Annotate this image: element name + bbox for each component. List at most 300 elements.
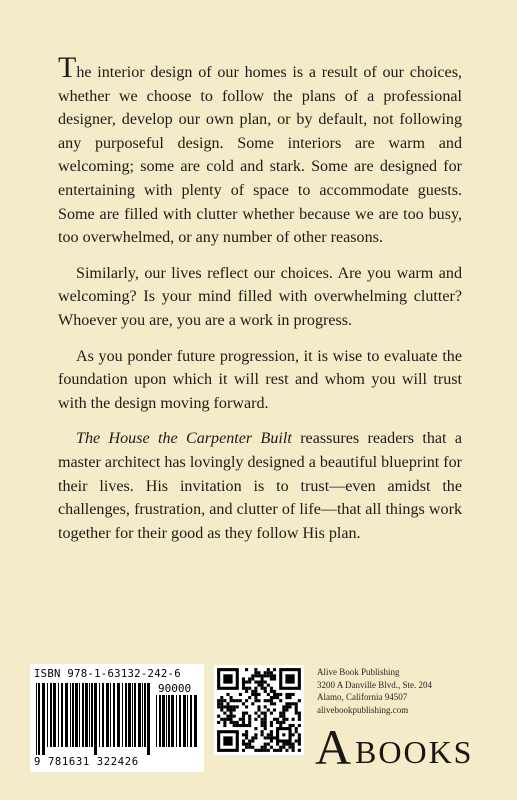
barcode-bar bbox=[122, 683, 123, 747]
qr-module bbox=[254, 699, 257, 702]
qr-module bbox=[288, 705, 291, 708]
qr-module bbox=[220, 718, 223, 721]
qr-module bbox=[230, 715, 233, 718]
blurb-paragraph-1-text: he interior design of our homes is a result of our choices, whether we choose to follow the plans of a professional designer, develop our own plan, or by default, not following any purposeful design. Some interiors are warm and welcoming; some are cold and stark. Some are designed for entertaining with plenty of space to accommodate guests. Some are filled with clutter whether because we are too busy, too overwhelmed, or any number of other reasons. bbox=[58, 64, 462, 247]
qr-module bbox=[220, 708, 223, 711]
qr-module bbox=[254, 712, 257, 715]
barcode-bar bbox=[70, 683, 71, 747]
qr-module bbox=[236, 705, 239, 708]
qr-module bbox=[242, 721, 245, 724]
qr-module bbox=[288, 746, 291, 749]
qr-module bbox=[264, 721, 267, 724]
qr-module bbox=[267, 693, 270, 696]
barcode-bar bbox=[168, 695, 170, 747]
qr-module bbox=[285, 718, 288, 721]
blurb-paragraph-4-text: reassures readers that a master architect has lovingly designed a beautiful blueprint for their lives. His invitation is to trust—even amidst the challenges, frustration, and clutter of life—that all things work together for their good as they follow His plan. bbox=[58, 430, 463, 542]
barcode-bar bbox=[171, 695, 174, 747]
qr-module bbox=[220, 696, 223, 699]
qr-module bbox=[276, 721, 279, 724]
blurb-paragraph-4 bbox=[58, 427, 462, 545]
qr-module bbox=[261, 681, 264, 684]
qr-module bbox=[223, 699, 226, 702]
qr-module bbox=[285, 743, 288, 746]
qr-module bbox=[295, 702, 298, 705]
drop-cap: T bbox=[58, 51, 77, 84]
qr-module bbox=[292, 718, 295, 721]
qr-module bbox=[279, 715, 282, 718]
blurb-paragraph-1 bbox=[58, 51, 462, 250]
qr-module bbox=[226, 715, 229, 718]
qr-module bbox=[242, 718, 245, 721]
qr-module bbox=[295, 727, 298, 730]
barcode-bar bbox=[82, 683, 84, 747]
barcode-bar bbox=[113, 683, 115, 747]
qr-module bbox=[261, 749, 264, 752]
qr-module bbox=[292, 743, 295, 746]
qr-module bbox=[270, 699, 273, 702]
qr-module bbox=[254, 690, 257, 693]
qr-module bbox=[242, 724, 245, 727]
qr-module bbox=[245, 681, 248, 684]
qr-module bbox=[251, 739, 254, 742]
qr-module bbox=[273, 677, 276, 680]
qr-module bbox=[248, 739, 251, 742]
qr-module bbox=[254, 749, 257, 752]
barcode-bar bbox=[194, 695, 197, 747]
isbn-label: ISBN 978-1-63132-242-6 bbox=[34, 668, 181, 680]
qr-module bbox=[285, 702, 288, 705]
qr-module bbox=[264, 715, 267, 718]
qr-module bbox=[226, 705, 229, 708]
qr-module bbox=[254, 674, 257, 677]
qr-module bbox=[223, 718, 226, 721]
barcode-bar bbox=[179, 695, 181, 747]
price-code: 90000 bbox=[158, 682, 192, 695]
qr-module bbox=[248, 687, 251, 690]
qr-module bbox=[248, 718, 251, 721]
barcode-bar bbox=[85, 683, 88, 747]
qr-module bbox=[298, 736, 301, 739]
qr-module bbox=[233, 705, 236, 708]
qr-module bbox=[257, 705, 260, 708]
qr-module bbox=[267, 736, 270, 739]
publisher-logo bbox=[315, 719, 505, 775]
qr-module bbox=[282, 718, 285, 721]
barcode-bar bbox=[61, 683, 63, 747]
qr-module bbox=[257, 699, 260, 702]
qr-module bbox=[279, 749, 282, 752]
qr-module bbox=[292, 693, 295, 696]
qr-module bbox=[276, 693, 279, 696]
qr-module bbox=[242, 702, 245, 705]
qr-module bbox=[295, 712, 298, 715]
barcode-bar bbox=[187, 695, 188, 747]
qr-module bbox=[273, 693, 276, 696]
qr-module bbox=[239, 718, 242, 721]
publisher-name: Alive Book Publishing bbox=[317, 667, 400, 677]
qr-module bbox=[261, 730, 264, 733]
qr-module bbox=[270, 696, 273, 699]
qr-module bbox=[261, 721, 264, 724]
barcode-bar bbox=[166, 695, 167, 747]
qr-module bbox=[267, 699, 270, 702]
barcode-bar bbox=[110, 683, 111, 747]
qr-module bbox=[279, 712, 282, 715]
qr-module bbox=[288, 696, 291, 699]
qr-module bbox=[264, 699, 267, 702]
qr-module bbox=[285, 693, 288, 696]
qr-module bbox=[295, 739, 298, 742]
qr-code bbox=[214, 665, 304, 755]
qr-module bbox=[279, 721, 282, 724]
qr-module bbox=[264, 674, 267, 677]
qr-module bbox=[282, 705, 285, 708]
qr-module bbox=[295, 705, 298, 708]
qr-module bbox=[220, 702, 223, 705]
qr-module bbox=[279, 699, 282, 702]
qr-module bbox=[264, 743, 267, 746]
qr-module bbox=[267, 749, 270, 752]
isbn-barcode bbox=[30, 664, 204, 772]
qr-module bbox=[273, 708, 276, 711]
cover-blurb bbox=[58, 51, 463, 557]
barcode-bar bbox=[79, 683, 80, 747]
barcode-bar bbox=[125, 683, 127, 747]
qr-module bbox=[242, 715, 245, 718]
qr-module bbox=[251, 674, 254, 677]
qr-module bbox=[292, 746, 295, 749]
qr-module bbox=[245, 690, 248, 693]
qr-module bbox=[298, 724, 301, 727]
qr-module bbox=[248, 677, 251, 680]
qr-module bbox=[261, 733, 264, 736]
qr-module bbox=[245, 687, 248, 690]
publisher-website: alivebookpublishing.com bbox=[317, 704, 409, 715]
qr-module bbox=[276, 696, 279, 699]
qr-module bbox=[264, 746, 267, 749]
qr-module bbox=[217, 721, 220, 724]
barcode-bars bbox=[36, 683, 152, 755]
qr-module bbox=[257, 674, 260, 677]
qr-module bbox=[270, 687, 273, 690]
publisher-info bbox=[317, 666, 432, 716]
qr-module bbox=[257, 671, 260, 674]
qr-module bbox=[217, 705, 220, 708]
qr-module bbox=[248, 743, 251, 746]
barcode-bar bbox=[72, 683, 74, 747]
barcode-bar bbox=[58, 683, 59, 747]
qr-module bbox=[270, 690, 273, 693]
qr-module bbox=[270, 730, 273, 733]
barcode-bar bbox=[47, 683, 48, 747]
qr-module bbox=[257, 708, 260, 711]
qr-module bbox=[257, 684, 260, 687]
qr-module bbox=[282, 712, 285, 715]
qr-module bbox=[292, 733, 295, 736]
qr-module bbox=[233, 724, 236, 727]
qr-module bbox=[295, 730, 298, 733]
qr-module bbox=[233, 708, 236, 711]
qr-module bbox=[267, 674, 270, 677]
qr-module bbox=[226, 693, 229, 696]
qr-module bbox=[270, 677, 273, 680]
qr-module bbox=[239, 699, 242, 702]
barcode-bar bbox=[99, 683, 100, 747]
qr-module bbox=[261, 674, 264, 677]
qr-module bbox=[251, 693, 254, 696]
qr-module bbox=[264, 705, 267, 708]
qr-module bbox=[267, 708, 270, 711]
barcode-bar bbox=[53, 683, 56, 747]
qr-module bbox=[220, 699, 223, 702]
qr-module bbox=[251, 736, 254, 739]
qr-module bbox=[230, 699, 233, 702]
qr-module bbox=[270, 746, 273, 749]
barcode-bar bbox=[65, 683, 68, 747]
qr-module bbox=[217, 702, 220, 705]
barcode-bar bbox=[38, 683, 40, 755]
qr-module bbox=[245, 699, 248, 702]
qr-module bbox=[288, 693, 291, 696]
qr-module bbox=[292, 702, 295, 705]
qr-module bbox=[254, 727, 257, 730]
barcode-bar bbox=[144, 683, 146, 747]
qr-module bbox=[264, 727, 267, 730]
qr-module bbox=[242, 749, 245, 752]
qr-module bbox=[282, 746, 285, 749]
qr-module bbox=[242, 684, 245, 687]
qr-module bbox=[273, 702, 276, 705]
qr-module bbox=[245, 733, 248, 736]
qr-module bbox=[242, 687, 245, 690]
qr-module bbox=[254, 668, 257, 671]
qr-module bbox=[264, 690, 267, 693]
qr-module bbox=[226, 718, 229, 721]
qr-module bbox=[264, 724, 267, 727]
qr-module bbox=[248, 715, 251, 718]
qr-module bbox=[267, 743, 270, 746]
publisher-address-line-1: 3200 A Danville Blvd., Ste. 204 bbox=[317, 679, 433, 690]
qr-module bbox=[298, 743, 301, 746]
qr-module bbox=[298, 749, 301, 752]
qr-module bbox=[264, 736, 267, 739]
qr-module bbox=[242, 743, 245, 746]
qr-module bbox=[279, 746, 282, 749]
barcode-bar bbox=[50, 683, 52, 747]
barcode-bar bbox=[91, 683, 93, 747]
qr-module bbox=[236, 721, 239, 724]
barcode-bar bbox=[128, 683, 131, 747]
qr-module bbox=[242, 739, 245, 742]
qr-module bbox=[261, 677, 264, 680]
qr-module bbox=[248, 721, 251, 724]
qr-module bbox=[230, 705, 233, 708]
qr-module bbox=[298, 739, 301, 742]
barcode-bar bbox=[134, 683, 136, 747]
barcode-bar bbox=[190, 695, 192, 747]
qr-module bbox=[279, 724, 282, 727]
qr-module bbox=[270, 721, 273, 724]
qr-module bbox=[251, 677, 254, 680]
qr-module bbox=[239, 724, 242, 727]
barcode-bar bbox=[132, 683, 133, 747]
qr-module bbox=[282, 733, 285, 736]
qr-module bbox=[230, 696, 233, 699]
qr-module bbox=[230, 708, 233, 711]
qr-module bbox=[298, 715, 301, 718]
qr-module bbox=[251, 746, 254, 749]
qr-module bbox=[226, 708, 229, 711]
qr-module bbox=[298, 733, 301, 736]
qr-module bbox=[282, 743, 285, 746]
qr-module bbox=[267, 684, 270, 687]
qr-module bbox=[292, 749, 295, 752]
qr-module bbox=[230, 721, 233, 724]
qr-module bbox=[270, 733, 273, 736]
qr-module bbox=[223, 674, 232, 683]
logo-initial: A bbox=[315, 719, 352, 775]
qr-module bbox=[254, 681, 257, 684]
qr-module bbox=[279, 693, 282, 696]
qr-module bbox=[248, 681, 251, 684]
qr-module bbox=[245, 668, 248, 671]
qr-module bbox=[251, 690, 254, 693]
qr-module bbox=[273, 718, 276, 721]
qr-module bbox=[285, 705, 288, 708]
qr-module bbox=[242, 681, 245, 684]
qr-module bbox=[254, 696, 257, 699]
qr-module bbox=[239, 693, 242, 696]
qr-module bbox=[233, 715, 236, 718]
qr-module bbox=[245, 743, 248, 746]
qr-module bbox=[254, 687, 257, 690]
qr-module bbox=[282, 721, 285, 724]
barcode-bar bbox=[36, 683, 37, 755]
qr-module bbox=[257, 693, 260, 696]
qr-module bbox=[276, 749, 279, 752]
qr-module bbox=[264, 671, 267, 674]
qr-module bbox=[254, 736, 257, 739]
qr-module bbox=[285, 708, 288, 711]
blurb-paragraph-3: As you ponder future progression, it is wise to evaluate the foundation upon which it will rest and whom you will trust with the design moving forward. bbox=[58, 347, 462, 412]
qr-module bbox=[261, 687, 264, 690]
qr-module bbox=[245, 746, 248, 749]
qr-module bbox=[254, 718, 257, 721]
barcode-bar bbox=[176, 695, 177, 747]
qr-module bbox=[223, 712, 226, 715]
qr-module bbox=[236, 724, 239, 727]
qr-module bbox=[245, 705, 248, 708]
qr-module bbox=[270, 724, 273, 727]
barcode-bar bbox=[159, 695, 161, 747]
qr-module bbox=[288, 702, 291, 705]
qr-module bbox=[242, 712, 245, 715]
qr-module bbox=[261, 746, 264, 749]
qr-module bbox=[285, 749, 288, 752]
qr-module bbox=[264, 749, 267, 752]
barcode-bar bbox=[183, 695, 186, 747]
qr-module bbox=[257, 715, 260, 718]
qr-module bbox=[223, 736, 232, 745]
qr-module bbox=[270, 671, 273, 674]
qr-module bbox=[285, 696, 288, 699]
qr-module bbox=[276, 743, 279, 746]
barcode-bar bbox=[156, 695, 157, 747]
qr-module bbox=[267, 668, 270, 671]
publisher-address-line-2: Alamo, California 94507 bbox=[317, 692, 408, 702]
qr-module bbox=[223, 721, 226, 724]
qr-module bbox=[236, 699, 239, 702]
qr-module bbox=[276, 718, 279, 721]
qr-module bbox=[267, 671, 270, 674]
qr-module bbox=[264, 712, 267, 715]
qr-module bbox=[285, 674, 294, 683]
qr-module bbox=[226, 702, 229, 705]
qr-module bbox=[254, 693, 257, 696]
qr-module bbox=[264, 681, 267, 684]
qr-module bbox=[242, 677, 245, 680]
blurb-paragraph-2: Similarly, our lives reflect our choices. Are you warm and welcoming? Is your mind filled with overwhelming clutter? Whoever you are, you are a work in progress. bbox=[58, 264, 462, 329]
qr-module bbox=[230, 718, 233, 721]
qr-module bbox=[233, 721, 236, 724]
qr-module bbox=[273, 674, 276, 677]
barcode-bar bbox=[138, 683, 141, 747]
qr-module bbox=[230, 712, 233, 715]
barcode-bar bbox=[42, 683, 45, 755]
qr-module bbox=[267, 733, 270, 736]
qr-module bbox=[282, 715, 285, 718]
price-barcode-bars bbox=[156, 695, 198, 755]
qr-module bbox=[273, 690, 276, 693]
qr-module bbox=[217, 715, 220, 718]
qr-module bbox=[298, 699, 301, 702]
qr-module bbox=[245, 724, 248, 727]
barcode-bar bbox=[75, 683, 78, 747]
qr-module bbox=[273, 736, 276, 739]
qr-module bbox=[261, 718, 264, 721]
qr-module bbox=[288, 743, 291, 746]
barcode-bar bbox=[89, 683, 90, 747]
qr-module bbox=[282, 708, 285, 711]
qr-module bbox=[270, 736, 273, 739]
qr-module bbox=[273, 668, 276, 671]
qr-module bbox=[245, 730, 248, 733]
qr-module bbox=[270, 712, 273, 715]
barcode-bar bbox=[106, 683, 109, 747]
qr-module bbox=[245, 712, 248, 715]
qr-module bbox=[270, 674, 273, 677]
qr-module bbox=[248, 746, 251, 749]
book-title: The House the Carpenter Built bbox=[76, 430, 292, 448]
qr-module bbox=[251, 702, 254, 705]
qr-module bbox=[288, 724, 291, 727]
barcode-bar bbox=[147, 683, 150, 755]
barcode-bar bbox=[102, 683, 104, 747]
ean-digits: 9 781631 322426 bbox=[34, 756, 139, 768]
qr-module bbox=[223, 724, 226, 727]
qr-module bbox=[254, 733, 257, 736]
qr-module bbox=[257, 681, 260, 684]
barcode-bar bbox=[94, 683, 97, 755]
qr-module bbox=[248, 724, 251, 727]
qr-module bbox=[248, 696, 251, 699]
qr-module bbox=[261, 712, 264, 715]
qr-module bbox=[270, 702, 273, 705]
qr-module bbox=[295, 708, 298, 711]
qr-module bbox=[298, 718, 301, 721]
qr-module bbox=[264, 687, 267, 690]
qr-module bbox=[233, 699, 236, 702]
